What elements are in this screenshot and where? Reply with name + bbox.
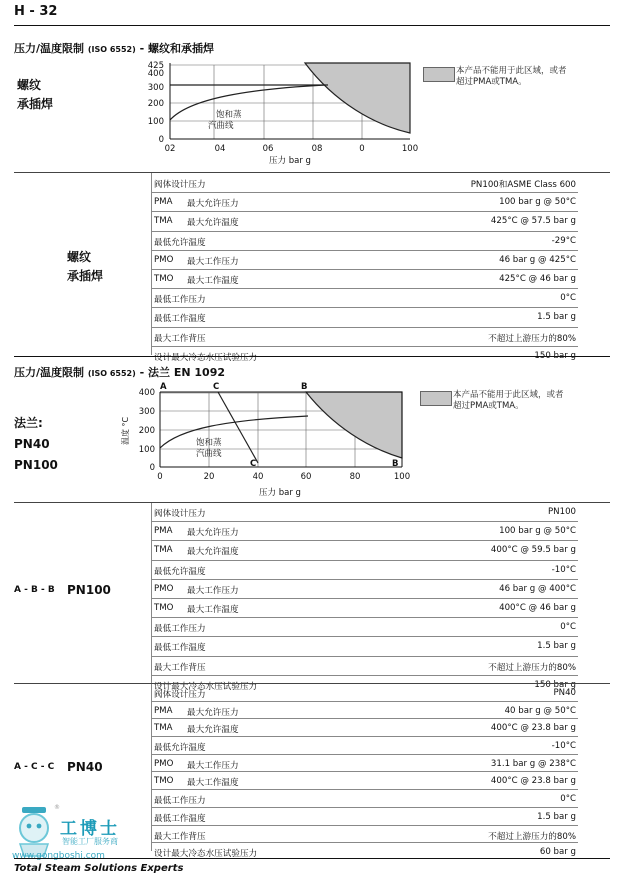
chart2-point-a: A [160,382,167,392]
row-key: PMA [154,705,173,716]
row-key: PMO [154,583,174,594]
chart2-curve-label-1: 饱和蒸 [196,438,222,448]
chart1-curve-label-2: 汽曲线 [208,121,234,131]
row-value: 100 bar g @ 50°C [499,526,576,537]
row-value: 46 bar g @ 425°C [499,254,576,265]
row-key: 最大工作背压 [154,333,206,344]
row-value: 150 bar g [534,679,576,690]
table-row [151,503,578,522]
chart2-point-b-bottom: B [392,459,399,469]
chart2-ytick-300: 300 [138,407,155,417]
row-value: 425°C @ 57.5 bar g [490,216,576,227]
table-row [151,657,578,676]
row-value: 0°C [560,794,576,805]
row-value: -29°C [551,235,576,246]
row-key: TMA [154,216,173,227]
row-subkey: 最大允许压力 [187,528,239,539]
chart2-xtick-0: 0 [157,472,163,482]
section1-title-main: 压力/温度限制 [14,42,85,55]
row-key: 最大工作背压 [154,662,206,673]
table3-side-main: PN40 [67,760,103,774]
chart2-ytick-400: 400 [138,388,155,398]
chart2-ylabel: 温度 °C [121,416,130,445]
table3-side-prefix: A - C - C [14,762,55,772]
row-value: 0°C [560,293,576,304]
row-key: TMO [154,776,174,787]
chart1-forbidden-region [305,63,410,133]
row-key: 设计最大冷态水压试验压力 [154,849,258,860]
table-row [151,826,578,844]
section2-title-suffix: - 法兰 EN 1092 [139,366,226,379]
table1-side-line2: 承插焊 [67,269,104,283]
section1-side-label [17,76,53,114]
chart2-ytick-0: 0 [149,463,155,473]
table-row [151,702,578,720]
section2-side-label [14,413,58,476]
chart1-ytick-300: 300 [147,83,164,93]
section1-iso: (ISO 6552) [87,45,136,54]
row-value: 不超过上游压力的80% [488,333,576,344]
row-subkey: 最大工作温度 [187,778,239,789]
chart1-xtick-08: 08 [311,144,323,154]
chart2-xtick-60: 60 [300,472,312,482]
table1-side-label [67,248,103,286]
row-key: 最低允许温度 [154,237,206,248]
table1 [151,174,578,365]
chart2-xlabel: 压力 bar g [259,488,301,498]
chart2-xtick-80: 80 [349,472,361,482]
section1-title-suffix: - 螺纹和承插焊 [139,42,215,55]
row-value: 150 bar g [534,350,576,361]
row-value: -10°C [551,564,576,575]
row-subkey: 最大工作温度 [187,604,239,615]
chart2-legend-line2: 超过PMA或TMA。 [453,401,524,411]
row-key: PMO [154,758,174,769]
row-key: 设计最大冷态水压试验压力 [154,681,258,692]
table-row [151,270,578,289]
table1-side-line1: 螺纹 [67,250,92,264]
row-key: PMA [154,197,173,208]
row-key: 阀体设计压力 [154,690,206,700]
chart2 [108,378,420,502]
chart2-forbidden-region [306,392,402,458]
section1-side-line2: 承插焊 [17,97,54,111]
row-value: 100 bar g @ 50°C [499,197,576,208]
row-key: 阀体设计压力 [154,509,206,519]
table-row [151,618,578,637]
row-value: 400°C @ 23.8 bar g [490,723,576,734]
row-subkey: 最大允许温度 [187,547,239,558]
table-row [151,289,578,308]
row-key: TMA [154,723,173,734]
section1-title [14,40,214,56]
section2-side-line3: PN100 [14,458,58,472]
row-key: 最低工作温度 [154,643,206,654]
row-value: 1.5 bar g [537,641,576,652]
section2-rule [14,356,610,357]
table2-side-prefix: A - B - B [14,585,55,595]
row-value: 1.5 bar g [537,811,576,822]
row-subkey: 最大允许压力 [187,707,239,718]
chart1 [130,58,425,170]
chart1-legend-swatch [423,67,455,82]
row-subkey: 最大工作压力 [187,585,239,596]
watermark [8,800,188,866]
row-key: 最低工作压力 [154,796,206,807]
chart1-curve-label-1: 饱和蒸 [216,110,242,120]
table-row [151,790,578,808]
chart1-xtick-04: 04 [214,144,226,154]
row-value: 31.1 bar g @ 238°C [490,758,576,769]
chart1-xtick-100: 100 [401,144,419,154]
row-value: PN40 [553,688,576,698]
row-subkey: 最大工作压力 [187,760,239,771]
table-row [151,541,578,560]
chart1-xlabel: 压力 bar g [269,156,311,166]
row-value: 40 bar g @ 50°C [504,705,576,716]
chart2-legend-swatch [420,391,452,406]
row-value: 425°C @ 46 bar g [499,273,576,284]
chart2-point-c-top: C [213,382,220,392]
chart1-ytick-200: 200 [147,99,164,109]
table-row [151,328,578,347]
table-row [151,755,578,773]
table-row [151,580,578,599]
row-value: 400°C @ 46 bar g [499,602,576,613]
svg-text:®: ® [54,804,60,811]
section1-divider [14,172,610,173]
row-key: TMO [154,602,174,613]
row-subkey: 最大允许温度 [187,725,239,736]
table-row [151,232,578,251]
row-subkey: 最大工作压力 [187,256,239,267]
table-row [151,193,578,212]
section2-side-line2: PN40 [14,437,50,451]
row-value: 46 bar g @ 400°C [499,583,576,594]
row-value: 不超过上游压力的80% [488,662,576,673]
table-row [151,561,578,580]
chart1-ytick-400: 400 [147,69,164,79]
chart1-ytick-0: 0 [158,135,164,145]
row-key: TMA [154,545,173,556]
table-row [151,719,578,737]
table-row [151,637,578,656]
chart2-point-b-top: B [301,382,308,392]
row-key: 最大工作背压 [154,831,206,842]
table-row [151,737,578,755]
row-value: PN100和ASME Class 600 [470,180,576,190]
row-key: 最低允许温度 [154,743,206,754]
chart2-ytick-100: 100 [138,445,155,455]
row-key: 阀体设计压力 [154,180,206,190]
row-key: TMO [154,273,174,284]
chart1-xtick-06: 06 [262,144,274,154]
chart1-legend-line2: 超过PMA或TMA。 [456,77,527,87]
chart1-saturation-curve [170,85,325,120]
page-footer: Total Steam Solutions Experts [14,863,184,874]
chart2-legend-text [453,390,564,412]
row-key: 最低工作温度 [154,314,206,325]
table-row [151,174,578,193]
chart1-ytick-425: 425 [147,61,164,71]
table2-side-main: PN100 [67,583,111,597]
chart1-legend-line1: 本产品不能用于此区域，或者 [456,66,567,76]
table-row [151,808,578,826]
row-key: 最低工作温度 [154,813,206,824]
table-row [151,522,578,541]
chart2-xtick-20: 20 [203,472,215,482]
chart2-legend-line1: 本产品不能用于此区域，或者 [453,390,564,400]
section1-side-line1: 螺纹 [17,78,42,92]
row-value: 不超过上游压力的80% [488,831,576,842]
row-value: 400°C @ 23.8 bar g [490,776,576,787]
row-key: 最低允许温度 [154,566,206,577]
row-key: 最低工作压力 [154,295,206,306]
row-key: PMO [154,254,174,265]
chart2-xtick-100: 100 [393,472,411,482]
table3 [151,684,578,860]
section2-side-line1: 法兰: [14,416,43,430]
chart2-point-c-bottom: C [250,459,257,469]
row-subkey: 最大工作温度 [187,275,239,286]
chart1-xtick-0: 0 [359,144,365,154]
table-row [151,251,578,270]
table-row [151,308,578,327]
section2-iso: (ISO 6552) [87,369,136,378]
chart1-legend-text [456,66,567,88]
row-key: 设计最大冷态水压试验压力 [154,352,258,363]
row-value: 0°C [560,622,576,633]
table-row [151,772,578,790]
row-value: 60 bar g [539,847,576,858]
chart1-ytick-100: 100 [147,117,164,127]
chart2-pn40-limit-line [218,392,258,463]
row-key: 最低工作压力 [154,624,206,635]
watermark-url: www.gongboshi.com [12,851,105,861]
row-subkey: 最大允许温度 [187,218,239,229]
table-row [151,212,578,231]
row-subkey: 最大允许压力 [187,199,239,210]
table2 [151,503,578,694]
watermark-brand: 工博士 [60,819,120,839]
row-value: -10°C [551,741,576,752]
chart2-curve-label-2: 汽曲线 [196,449,222,459]
section2-title-main: 压力/温度限制 [14,366,85,379]
table-row [151,599,578,618]
row-value: PN100 [547,507,576,517]
page-header: H - 32 [14,4,58,19]
header-rule [14,25,610,26]
footer-rule [14,858,610,859]
row-value: 400°C @ 59.5 bar g [490,545,576,556]
row-value: 1.5 bar g [537,312,576,323]
chart1-xtick-02: 02 [164,144,176,154]
table-row [151,684,578,702]
watermark-sub: 智能工厂服务商 [62,837,118,846]
chart2-xtick-40: 40 [252,472,264,482]
chart2-ytick-200: 200 [138,426,155,436]
row-key: PMA [154,526,173,537]
